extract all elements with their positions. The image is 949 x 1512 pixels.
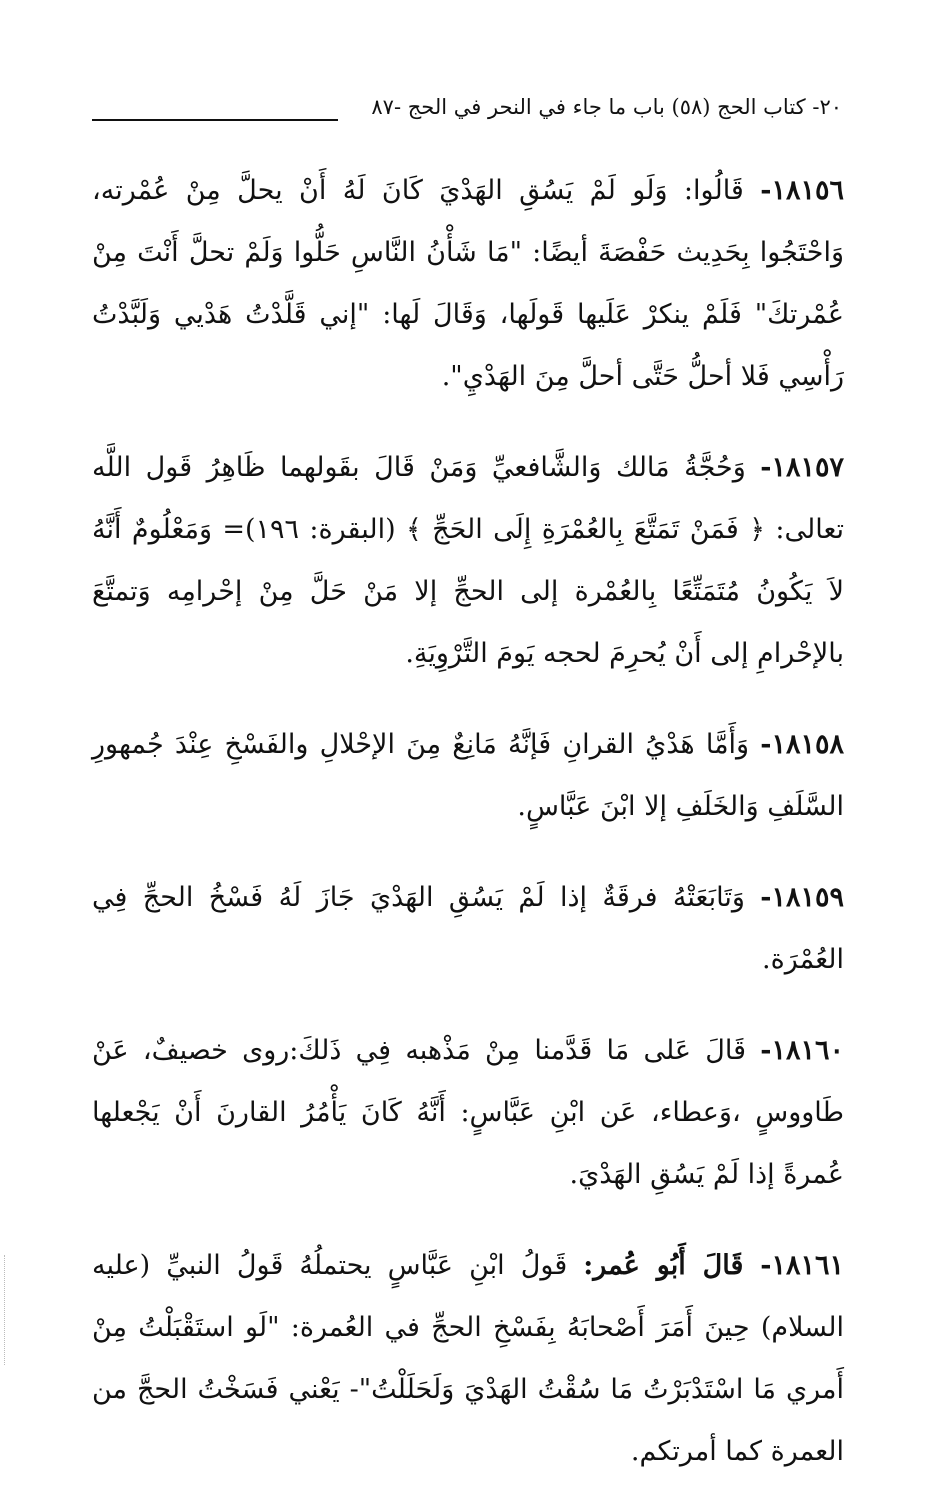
running-header: [92, 92, 842, 132]
paragraph-text: قَولُ ابْنِ عَبَّاسٍ يحتملُهُ قَولُ النبيِّ (عليه السلام) حِينَ أَمَرَ أَصْحابَهُ بِفَسْخِ الحجِّ في العُمرة: "لَو استَقْبَلْتُ مِنْ أَمري مَا اسْتَدْبَرْتُ مَا سُقْتُ الهَدْيَ وَلَحَلَلْتُ"- يَعْني فَسَخْتُ الحجَّ من العمرة كما أمرتكم.: [92, 1250, 844, 1467]
paragraph-text: قَالُوا: وَلَو لَمْ يَسُقِ الهَدْيَ كَانَ لَهُ أَنْ يحلَّ مِنْ عُمْرته، وَاحْتَجُوا بِحَدِيث حَفْصَةَ أيضًا: "مَا شَأْنُ النَّاسِ حَلُّوا وَلَمْ تحلَّ أَنْتَ مِنْ عُمْرتكَ" فَلَمْ ينكرْ عَلَيها قَولَها، وَقَالَ لَها: "إني قَلَّدْتُ هَدْيي وَلَبَّدْتُ رَأْسِي فَلا أحلُّ حَتَّى أحلَّ مِنَ الهَدْيِ".: [92, 175, 844, 392]
paragraph-text: وَأَمَّا هَدْيُ القرانِ فَإنَّهُ مَانِعٌ مِنَ الإحْلالِ والفَسْخِ عِنْدَ جُمهورِ السَّلَفِ وَالخَلَفِ إلا ابْنَ عَبَّاسٍ.: [92, 729, 844, 822]
paragraph-18161: [92, 1235, 844, 1483]
paragraph-number: ١٨١٦١-: [760, 1250, 844, 1281]
paragraph-text: وَحُجَّةُ مَالك وَالشَّافعيِّ وَمَنْ قَالَ بقَولهما ظَاهِرُ قَول اللَّه تعالى: ﴿ فَمَنْ تَمَتَّعَ بِالعُمْرَةِ إِلَى الحَجِّ ﴾ (البقرة: ١٩٦)= وَمَعْلُومٌ أَنَّهُ لاَ يَكُونُ مُتَمَتِّعًا بِالعُمْرة إلى الحجِّ إلا مَنْ حَلَّ مِنْ إحْرامِه وَتمتَّعَ بالإحْرامِ إلى أَنْ يُحرِمَ لحجه يَومَ التَّرْوِيَةِ.: [92, 452, 844, 669]
scan-margin-artifact: [4, 1255, 9, 1365]
paragraph-number: ١٨١٥٦-: [760, 175, 844, 206]
speaker-lead: قَالَ أَبُو عُمر:: [583, 1250, 761, 1281]
paragraph-number: ١٨١٥٩-: [760, 882, 844, 913]
header-title: ٢٠- كتاب الحج (٥٨) باب ما جاء في النحر في الحج -٨٧: [371, 95, 842, 119]
paragraph-18159: [92, 867, 844, 991]
paragraph-text: قَالَ عَلى مَا قَدَّمنا مِنْ مَذْهبه فِي ذَلكَ:روى خصيفٌ، عَنْ طَاووسٍ ،وَعطاء، عَن ابْنِ عَبَّاسٍ: أَنَّهُ كَانَ يَأْمُرُ القارنَ أَنْ يَجْعلها عُمرةً إذا لَمْ يَسُقِ الهَدْيَ.: [92, 1035, 844, 1190]
paragraph-18157: [92, 437, 844, 685]
paragraph-text: وَتَابَعَتْهُ فرقَةٌ إذا لَمْ يَسُقِ الهَدْيَ جَازَ لَهُ فَسْخُ الحجِّ فِي العُمْرَة.: [92, 882, 844, 975]
header-rule: [92, 119, 338, 121]
paragraph-18160: [92, 1020, 844, 1206]
paragraph-number: ١٨١٥٧-: [760, 452, 844, 483]
paragraph-number: ١٨١٥٨-: [760, 729, 844, 760]
paragraph-18158: [92, 714, 844, 838]
paragraph-18156: [92, 160, 844, 408]
page-body: [92, 160, 844, 1512]
paragraph-number: ١٨١٦٠-: [760, 1035, 844, 1066]
